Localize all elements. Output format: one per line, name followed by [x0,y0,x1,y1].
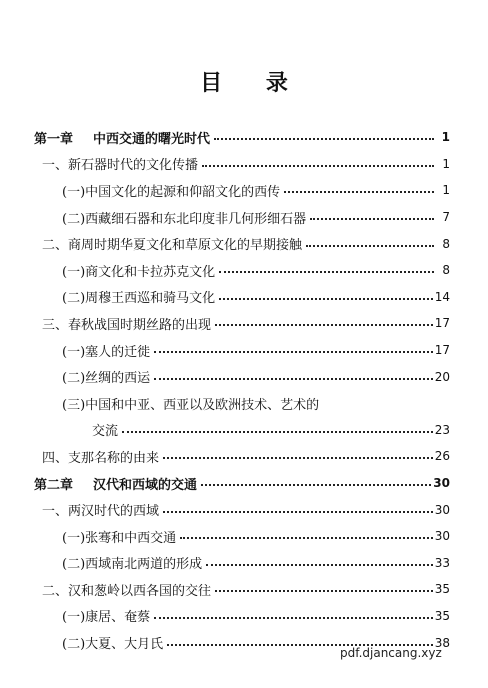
toc-section[interactable] [34,496,450,523]
chapter-number: 第一章 [34,131,74,147]
dot-leader [163,511,433,513]
toc-subsection[interactable] [34,390,450,417]
page-number: 1 [442,156,450,171]
toc-entry-label: (一)中国文化的起源和仰韶文化的西传 [62,181,282,200]
toc-subsection[interactable] [34,284,450,311]
toc-entry-label: 一、新石器时代的文化传播 [42,154,200,173]
page-number: 30 [434,502,450,517]
toc-subsection[interactable] [34,257,450,284]
toc-entry-label: (三)中国和中亚、西亚以及欧洲技术、艺术的 [62,394,321,413]
dot-leader [201,484,431,486]
page-number: 30 [433,476,450,491]
toc-entry-label: (二)周穆王西巡和骑马文化 [62,287,217,306]
chapter-title: 中西交通的曙光时代 [93,131,211,147]
toc-subsection[interactable] [34,204,450,231]
page-number: 23 [434,422,450,437]
toc-entry-label: 一、两汉时代的西域 [42,500,161,519]
toc-entry-label: (一)康居、奄蔡 [62,606,152,625]
page-title: 目 录 [200,70,306,96]
toc-subsection[interactable] [34,177,450,204]
page-number: 17 [434,343,450,358]
toc-chapter[interactable] [34,470,450,497]
chapter-title: 汉代和西域的交通 [93,477,198,493]
watermark-url: pdf.djancang.xyz [340,646,442,660]
page-number: 30 [434,529,450,544]
page-number: 35 [434,582,450,597]
dot-leader [215,590,433,592]
dot-leader [154,351,433,353]
toc-section[interactable] [34,151,450,178]
dot-leader [206,564,433,566]
toc-entry-label: (二)大夏、大月氏 [62,633,165,652]
toc-entry-label: 四、支那名称的由来 [42,447,161,466]
dot-leader [154,378,433,380]
toc-entry-label: 二、商周时期华夏文化和草原文化的早期接触 [42,234,304,253]
toc-entry-label: (一)塞人的迁徙 [62,341,152,360]
toc-section[interactable] [34,230,450,257]
page-number: 26 [434,449,450,464]
toc-entry-label: (二)西域南北两道的形成 [62,553,204,572]
page-number: 17 [434,316,450,331]
toc-subsection[interactable] [34,603,450,630]
toc-chapter[interactable] [34,124,450,151]
toc-section[interactable] [34,310,450,337]
page-number: 38 [434,635,450,650]
page-number: 1 [442,183,450,198]
page-number: 7 [442,210,450,225]
chapter-number: 第二章 [34,477,74,493]
dot-leader [163,457,433,459]
toc-subsection[interactable] [34,523,450,550]
page-number: 8 [442,263,450,278]
toc-section[interactable] [34,443,450,470]
toc-section[interactable] [34,576,450,603]
page-number: 35 [434,608,450,623]
dot-leader [180,537,433,539]
dot-leader [219,271,434,273]
dot-leader [284,191,434,193]
page-number: 20 [434,369,450,384]
dot-leader [310,218,434,220]
dot-leader [215,324,433,326]
toc-entry-label: 三、春秋战国时期丝路的出现 [42,314,213,333]
toc-subsection[interactable] [34,337,450,364]
table-of-contents [34,124,450,656]
toc-entry-label [34,474,199,493]
dot-leader [122,431,433,433]
toc-subsection[interactable] [34,363,450,390]
toc-subsection-continuation[interactable] [34,417,450,444]
page-number: 14 [434,289,450,304]
toc-entry-label: (一)商文化和卡拉苏克文化 [62,261,217,280]
page-number: 1 [441,130,450,145]
toc-entry-label: 交流 [92,420,120,439]
dot-leader [202,165,434,167]
dot-leader [154,617,433,619]
toc-entry-label: 二、汉和葱岭以西各国的交往 [42,580,213,599]
page-number: 8 [442,236,450,251]
toc-entry-label: (二)西藏细石器和东北印度非几何形细石器 [62,208,308,227]
page-number: 33 [434,555,450,570]
dot-leader [214,138,434,140]
dot-leader [306,245,434,247]
toc-entry-label [34,128,212,147]
dot-leader [219,298,433,300]
toc-entry-label: (二)丝绸的西运 [62,367,152,386]
toc-entry-label: (一)张骞和中西交通 [62,527,178,546]
toc-subsection[interactable] [34,550,450,577]
